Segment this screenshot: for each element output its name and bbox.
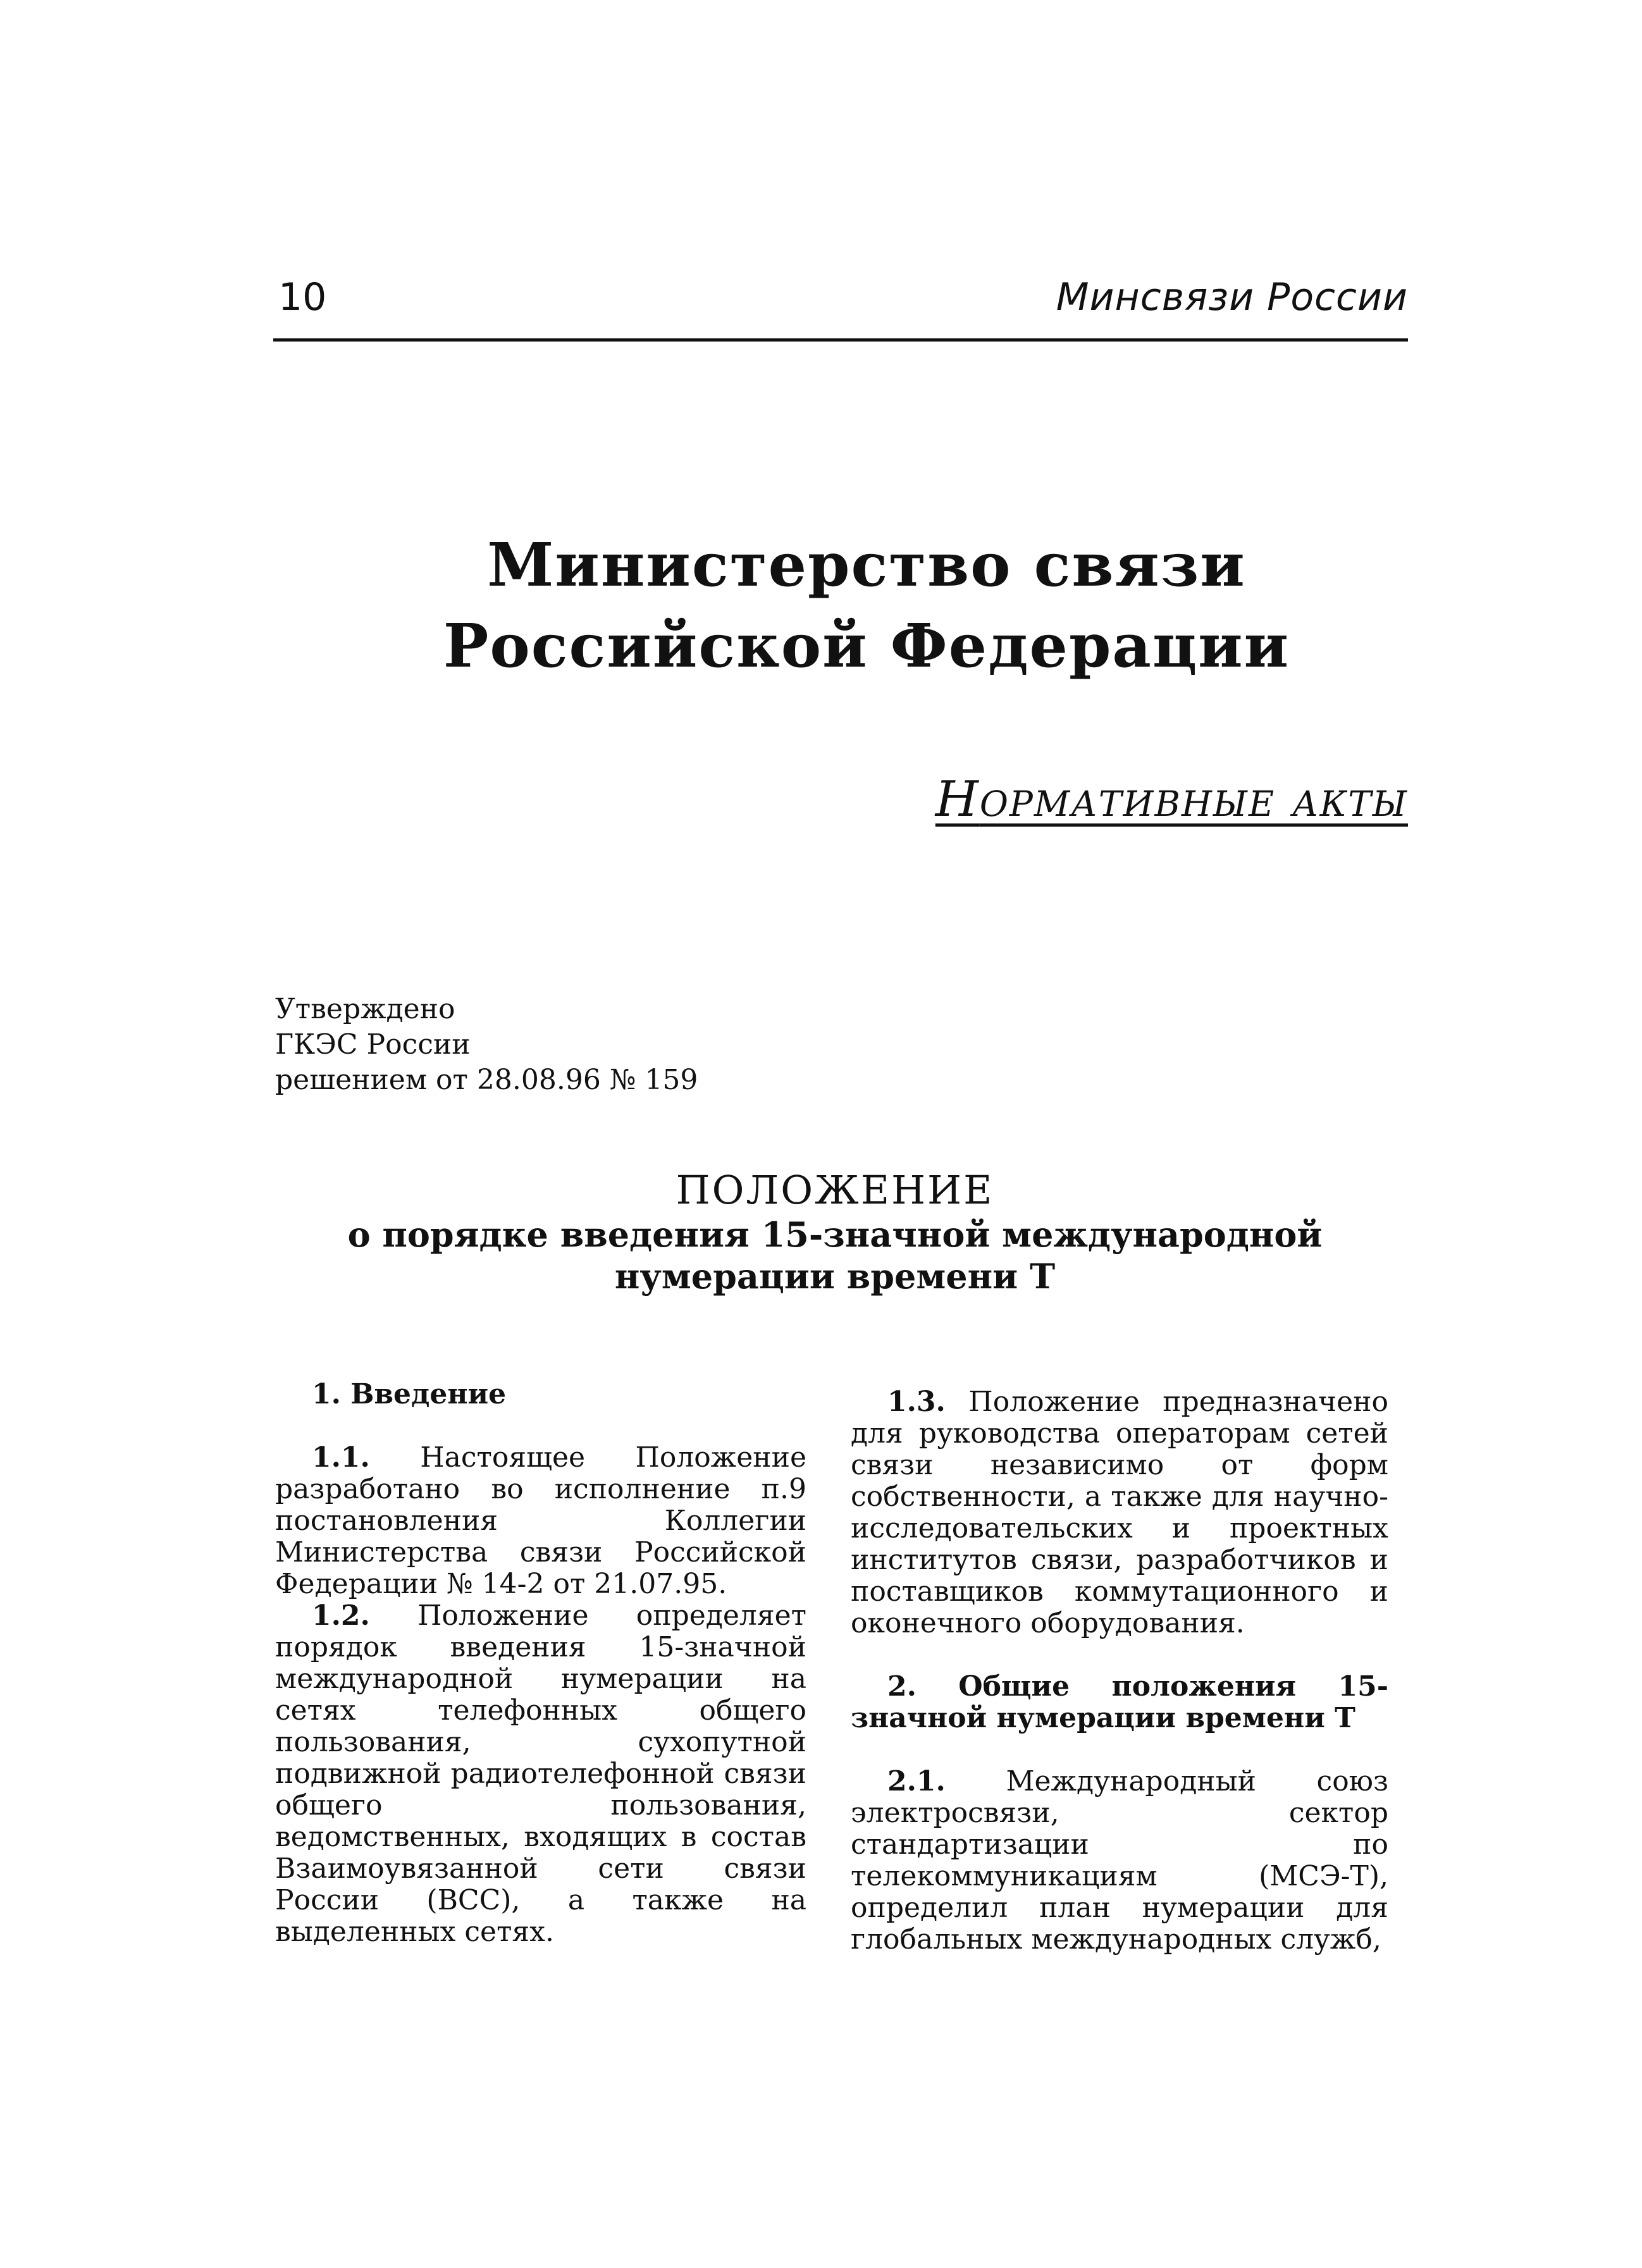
document-title-main: ПОЛОЖЕНИЕ: [676, 1167, 994, 1213]
approval-block: [275, 992, 698, 1098]
paragraph-number: 1.1.: [312, 1441, 370, 1474]
approval-line3: решением от 28.08.96 № 159: [275, 1064, 698, 1096]
approval-line1: Утверждено: [275, 993, 455, 1025]
paragraph-1-3: [851, 1386, 1388, 1639]
spacer: [851, 1734, 1388, 1766]
section-heading-2: 2. Общие положения 15-значной нумерации времени Т: [851, 1670, 1388, 1734]
section-label-rest: ормативные акты: [979, 771, 1408, 828]
section-label: [935, 771, 1408, 828]
paragraph-text: Международный союз электросвязи, сектор стандартизации по телекоммуникациям (МСЭ-Т), определил план нумерации для глобальных международных служб,: [851, 1765, 1388, 1956]
approval-line2: ГКЭС России: [275, 1028, 471, 1061]
spacer: [275, 1410, 806, 1442]
left-column: [275, 1379, 806, 1948]
paragraph-2-1: [851, 1766, 1388, 1956]
running-title: Минсвязи России: [1056, 275, 1408, 319]
document-title: [278, 1167, 1392, 1297]
page-number: 10: [278, 275, 327, 319]
document-title-line2: о порядке введения 15-значной международной: [347, 1214, 1323, 1255]
ministry-title: [380, 525, 1354, 687]
right-column: [851, 1386, 1388, 1956]
header-rule: [273, 338, 1408, 342]
paragraph-number: 2.1.: [887, 1765, 946, 1797]
paragraph-1-2: [275, 1600, 806, 1948]
paragraph-1-1: [275, 1442, 806, 1600]
paragraph-text: Положение определяет порядок введения 15-значной международной нумерации на сетях телефонных общего пользования, сухопутной подвижной радиотелефонной связи общего пользования, ведомственных, входящих в состав Взаимоувязанной сети связи России (ВСС), а также на выделенных сетях.: [275, 1599, 806, 1948]
section-heading-1: 1. Введение: [312, 1378, 507, 1410]
spacer: [851, 1639, 1388, 1671]
paragraph-number: 1.2.: [312, 1599, 370, 1632]
section-label-first-letter: Н: [935, 771, 980, 828]
ministry-title-line1: Министерство связи: [487, 530, 1246, 600]
paragraph-text: Настоящее Положение разработано во исполнение п.9 постановления Коллегии Министерства связи Российской Федерации № 14-2 от 21.07.95.: [275, 1441, 806, 1600]
paragraph-text: Положение предназначено для руководства операторам сетей связи независимо от форм собственности, а также для научно-исследовательских и проектных институтов связи, разработчиков и поставщиков коммутационного и оконечного оборудования.: [851, 1386, 1388, 1639]
ministry-title-line2: Российской Федерации: [443, 611, 1290, 681]
paragraph-number: 1.3.: [887, 1386, 946, 1418]
document-title-line3: нумерации времени Т: [614, 1256, 1056, 1297]
